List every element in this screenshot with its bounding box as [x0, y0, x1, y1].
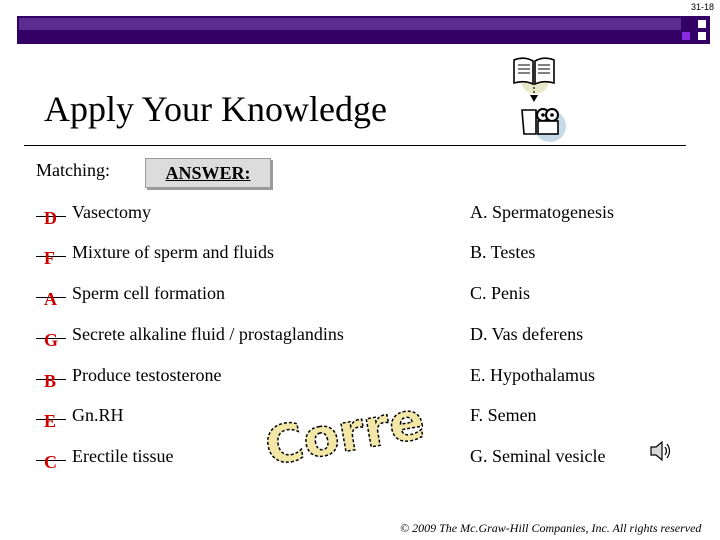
- answer-letter: G: [44, 330, 59, 350]
- item-text: Secrete alkaline fluid / prostaglandins: [72, 324, 344, 344]
- item-text: Mixture of sperm and fluids: [72, 242, 274, 262]
- option-item: B. Testes: [470, 242, 536, 262]
- option-item: D. Vas deferens: [470, 324, 584, 344]
- answer-button[interactable]: [145, 158, 271, 188]
- list-item: [36, 283, 225, 309]
- item-text: Gn.RH: [72, 405, 124, 425]
- list-item: [36, 365, 222, 391]
- option-item: G. Seminal vesicle: [470, 446, 606, 466]
- header-bar: [17, 16, 710, 44]
- option-item: A. Spermatogenesis: [470, 202, 614, 222]
- list-item: [36, 405, 124, 431]
- slide-title: Apply Your Knowledge: [44, 89, 388, 129]
- header-square-accent: [680, 30, 692, 42]
- answer-button-label: ANSWER:: [165, 162, 251, 183]
- option-item: C. Penis: [470, 283, 531, 303]
- list-item: [36, 324, 344, 350]
- list-item: [36, 446, 174, 472]
- answer-letter: B: [44, 371, 57, 391]
- list-item: [36, 202, 151, 228]
- copyright-footer: © 2009 The Mc.Graw-Hill Companies, Inc. All rights reserved: [400, 521, 702, 535]
- answer-letter: C: [44, 452, 57, 472]
- item-text: Vasectomy: [72, 202, 151, 222]
- header-square-top: [696, 18, 708, 30]
- answer-letter: D: [44, 208, 57, 228]
- answer-letter: E: [44, 411, 57, 431]
- correct-text: Correct!: [260, 380, 425, 470]
- item-text: Produce testosterone: [72, 365, 222, 385]
- answer-letter: A: [44, 289, 57, 309]
- slide-number: 31-18: [690, 2, 714, 12]
- speaker-icon[interactable]: [648, 438, 674, 469]
- item-text: Sperm cell formation: [72, 283, 225, 303]
- correct-graphic: [255, 380, 425, 475]
- title-divider: [24, 145, 686, 146]
- header-square-bottom: [696, 30, 708, 42]
- matching-label: Matching:: [36, 160, 110, 180]
- option-item: F. Semen: [470, 405, 537, 425]
- answer-letter: F: [44, 248, 55, 268]
- option-item: E. Hypothalamus: [470, 365, 595, 385]
- item-text: Erectile tissue: [72, 446, 174, 466]
- list-item: [36, 242, 274, 268]
- header-bar-fill: [19, 18, 683, 30]
- film-projector-icon: [518, 100, 568, 149]
